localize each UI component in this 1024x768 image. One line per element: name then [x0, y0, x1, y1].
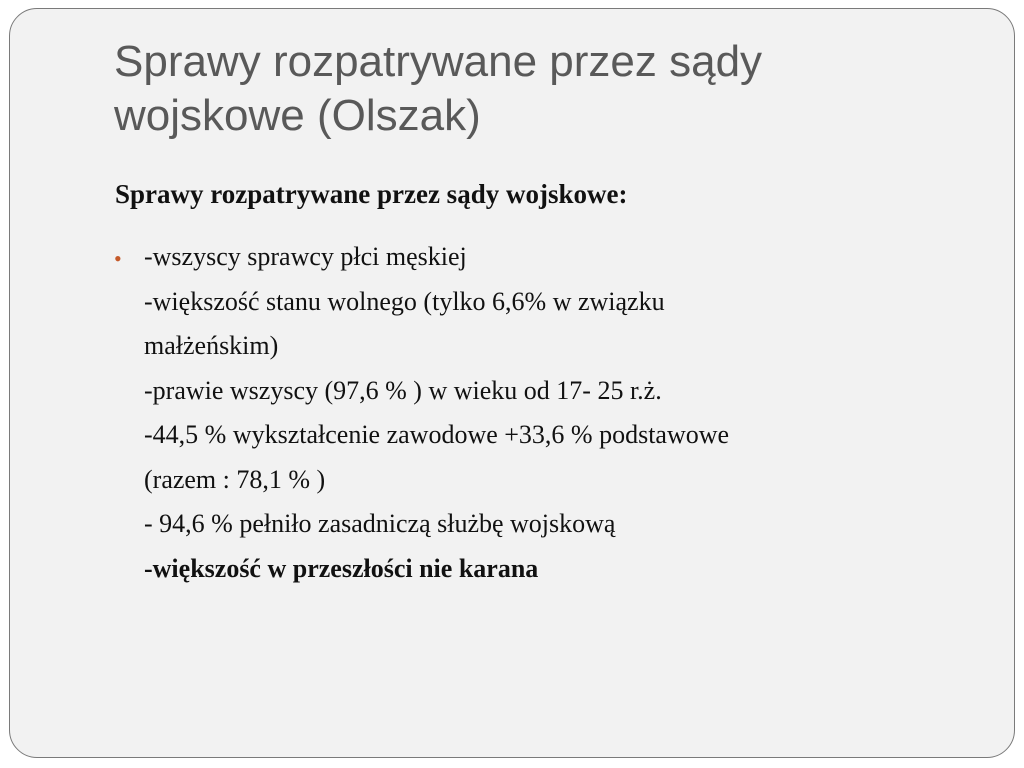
bullet-marker-icon: • [114, 246, 122, 271]
slide-title-line-2: wojskowe (Olszak) [114, 91, 481, 140]
bullet-line: -prawie wszyscy (97,6 % ) w wieku od 17- 25 r.ż. [144, 375, 662, 405]
bullet-line: -większość stanu wolnego (tylko 6,6% w związku [144, 286, 665, 316]
bullet-text [144, 235, 914, 591]
bullet-line: małżeńskim) [144, 331, 279, 360]
slide [9, 8, 1015, 758]
slide-title-line-1: Sprawy rozpatrywane przez sądy [114, 37, 763, 86]
bullet-line: -44,5 % wykształcenie zawodowe +33,6 % podstawowe [144, 420, 730, 449]
slide-title [114, 35, 974, 143]
bullet-line-emphasized: -większość w przeszłości nie karana [144, 553, 539, 583]
bullet-line: (razem : 78,1 % ) [144, 464, 326, 494]
bullet-line: -wszyscy sprawcy płci męskiej [144, 242, 467, 271]
section-subheading: Sprawy rozpatrywane przez sądy wojskowe: [115, 179, 628, 209]
bullet-line: - 94,6 % pełniło zasadniczą służbę wojskową [144, 509, 616, 538]
